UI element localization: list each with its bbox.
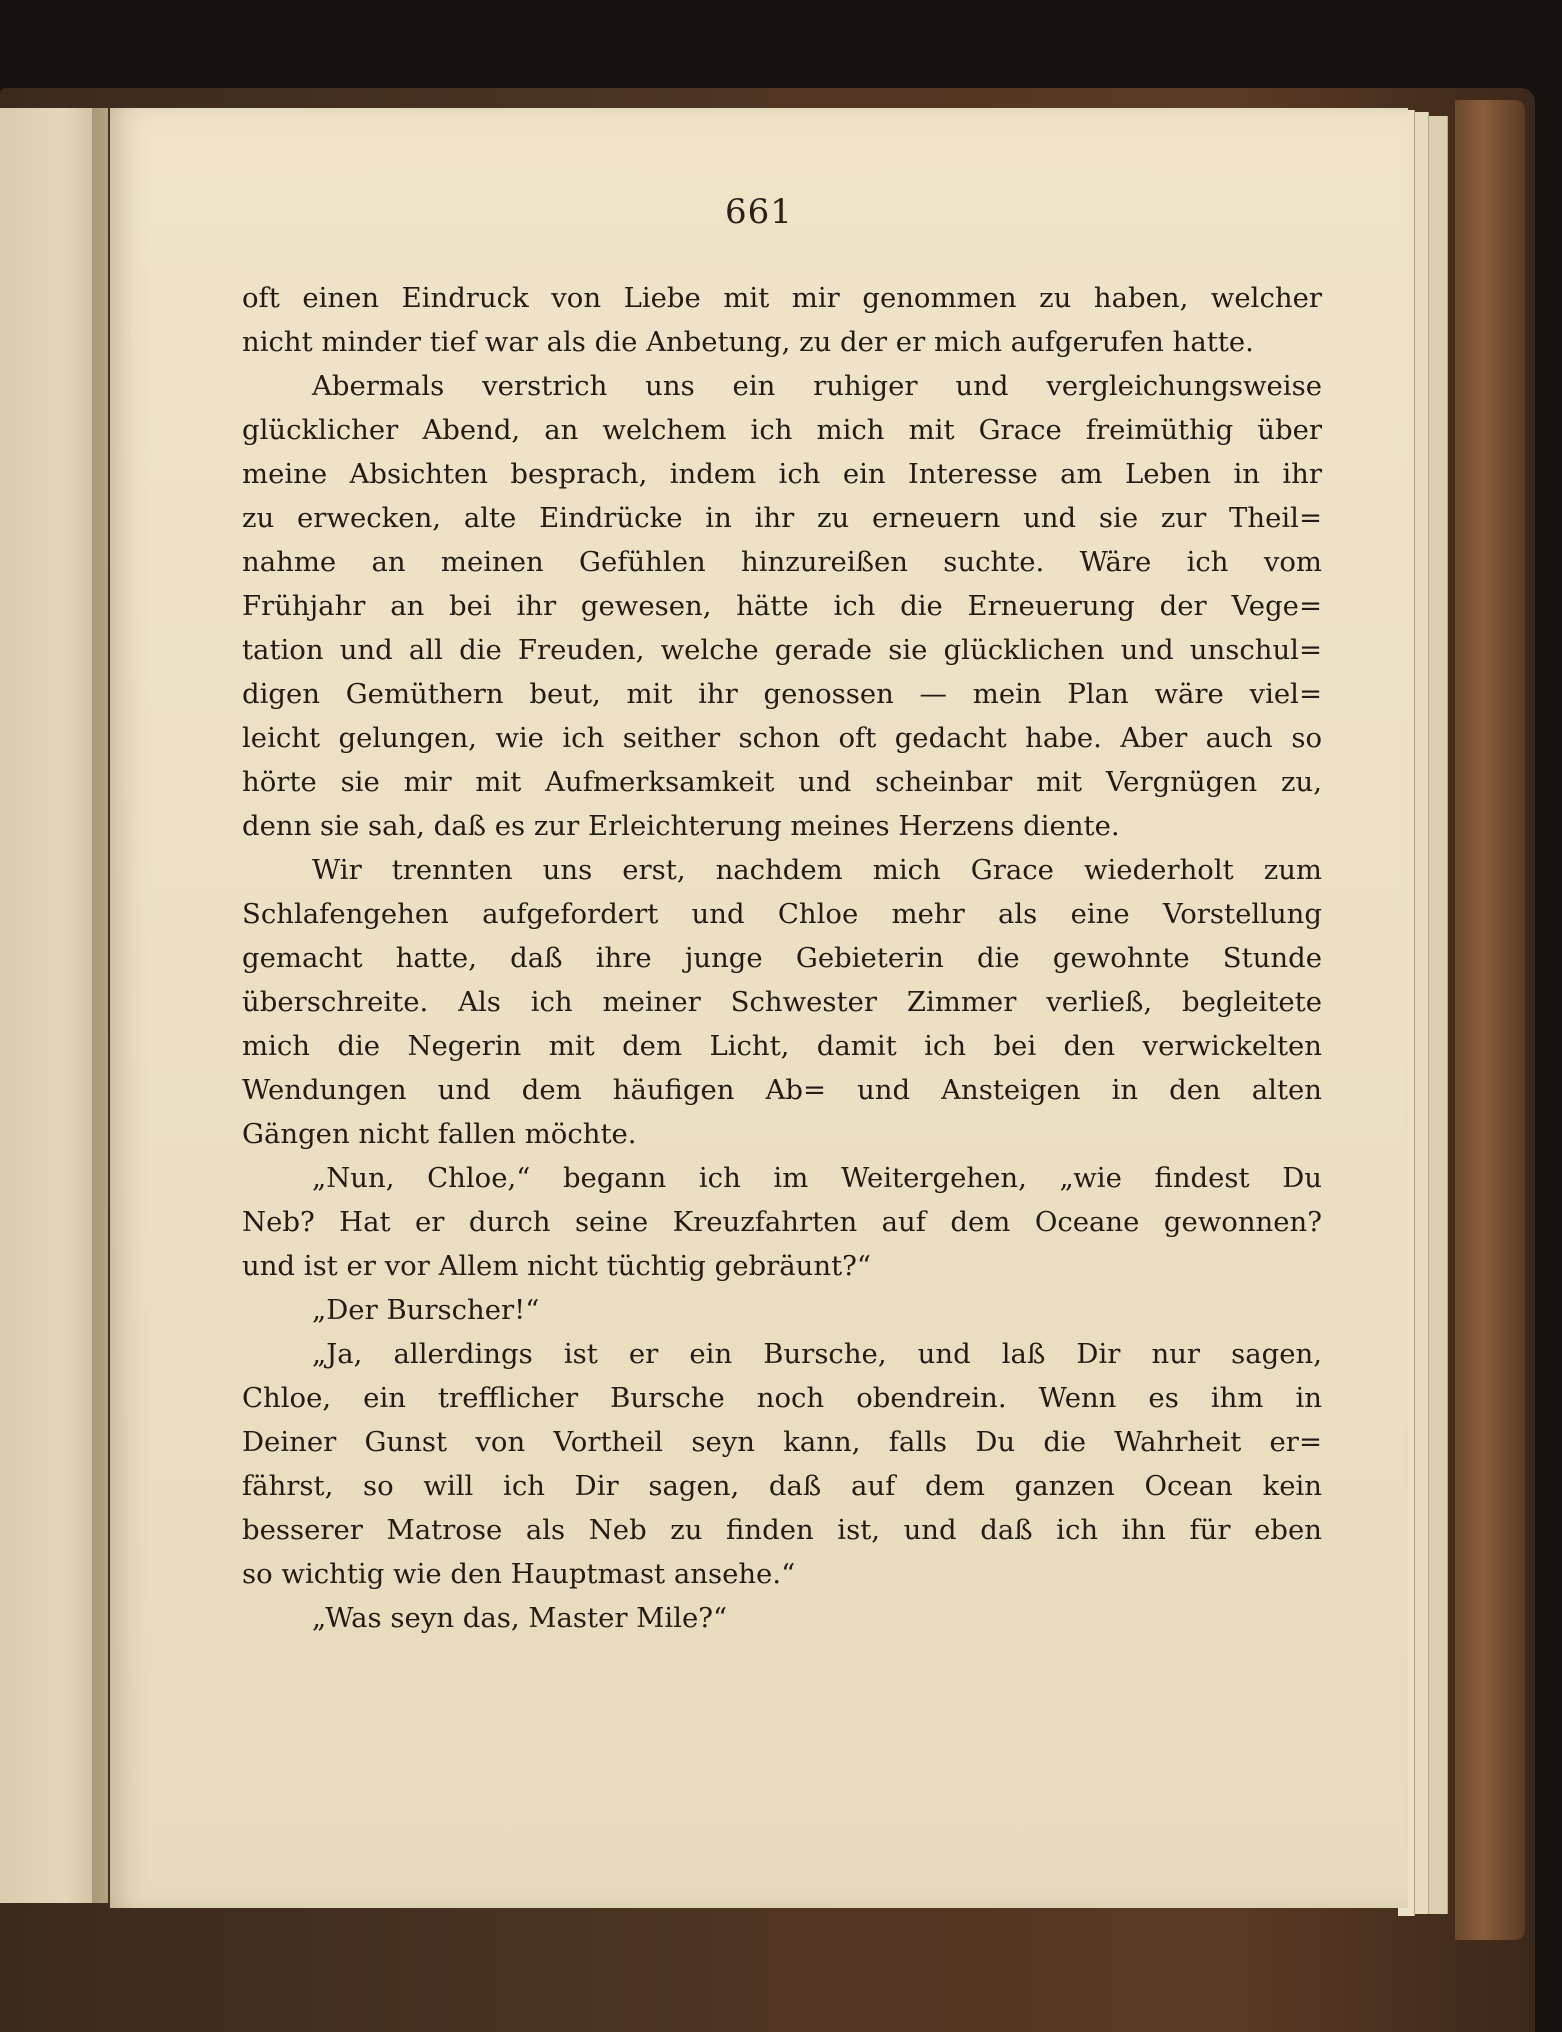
text-line: glücklicher Abend, an welchem ich mich mit Grace freimüthig über bbox=[242, 414, 1322, 446]
text-line: fährst, so will ich Dir sagen, daß auf dem ganzen Ocean kein bbox=[242, 1470, 1322, 1502]
text-line: und ist er vor Allem nicht tüchtig gebräunt?“ bbox=[242, 1250, 871, 1282]
text-line: leicht gelungen, wie ich seither schon oft gedacht habe. Aber auch so bbox=[242, 722, 1322, 754]
page-number: 661 bbox=[725, 192, 793, 232]
text-line: Frühjahr an bei ihr gewesen, hätte ich die Erneuerung der Vege= bbox=[242, 590, 1322, 622]
text-line: Schlafengehen aufgefordert und Chloe mehr als eine Vorstellung bbox=[242, 898, 1322, 930]
text-line: Wir trennten uns erst, nachdem mich Grace wiederholt zum bbox=[312, 854, 1322, 886]
body-text bbox=[242, 276, 1322, 1640]
text-line: besserer Matrose als Neb zu finden ist, und daß ich ihn für eben bbox=[242, 1514, 1322, 1546]
text-line: überschreite. Als ich meiner Schwester Zimmer verließ, begleitete bbox=[242, 986, 1322, 1018]
text-line: nahme an meinen Gefühlen hinzureißen suchte. Wäre ich vom bbox=[242, 546, 1322, 578]
text-line: so wichtig wie den Hauptmast ansehe.“ bbox=[242, 1558, 796, 1590]
text-line: nicht minder tief war als die Anbetung, zu der er mich aufgerufen hatte. bbox=[242, 326, 1254, 358]
text-line: gemacht hatte, daß ihre junge Gebieterin die gewohnte Stunde bbox=[242, 942, 1322, 974]
text-line: Wendungen und dem häufigen Ab= und Ansteigen in den alten bbox=[242, 1074, 1322, 1106]
text-line: Neb? Hat er durch seine Kreuzfahrten auf dem Oceane gewonnen? bbox=[242, 1206, 1322, 1238]
text-line: Abermals verstrich uns ein ruhiger und vergleichungsweise bbox=[312, 370, 1322, 402]
text-line: Deiner Gunst von Vortheil seyn kann, falls Du die Wahrheit er= bbox=[242, 1426, 1322, 1458]
text-line: denn sie sah, daß es zur Erleichterung meines Herzens diente. bbox=[242, 810, 1120, 842]
text-line: „Der Burscher!“ bbox=[312, 1294, 540, 1326]
text-line: Gängen nicht fallen möchte. bbox=[242, 1118, 637, 1150]
text-line: „Nun, Chloe,“ begann ich im Weitergehen, „wie findest Du bbox=[312, 1162, 1322, 1194]
text-line: tation und all die Freuden, welche gerade sie glücklichen und unschul= bbox=[242, 634, 1322, 666]
text-line: Chloe, ein trefflicher Bursche noch obendrein. Wenn es ihm in bbox=[242, 1382, 1322, 1414]
text-line: „Ja, allerdings ist er ein Bursche, und laß Dir nur sagen, bbox=[312, 1338, 1322, 1370]
text-line: zu erwecken, alte Eindrücke in ihr zu erneuern und sie zur Theil= bbox=[242, 502, 1322, 534]
text-line: mich die Negerin mit dem Licht, damit ich bei den verwickelten bbox=[242, 1030, 1322, 1062]
right-page bbox=[110, 108, 1408, 1908]
text-line: „Was seyn das, Master Mile?“ bbox=[312, 1602, 728, 1634]
cover-edge bbox=[1455, 100, 1525, 1940]
text-line: meine Absichten besprach, indem ich ein Interesse am Leben in ihr bbox=[242, 458, 1322, 490]
text-line: hörte sie mir mit Aufmerksamkeit und scheinbar mit Vergnügen zu, bbox=[242, 766, 1322, 798]
text-line: oft einen Eindruck von Liebe mit mir genommen zu haben, welcher bbox=[242, 282, 1322, 314]
text-line: digen Gemüthern beut, mit ihr genossen — mein Plan wäre viel= bbox=[242, 678, 1322, 710]
